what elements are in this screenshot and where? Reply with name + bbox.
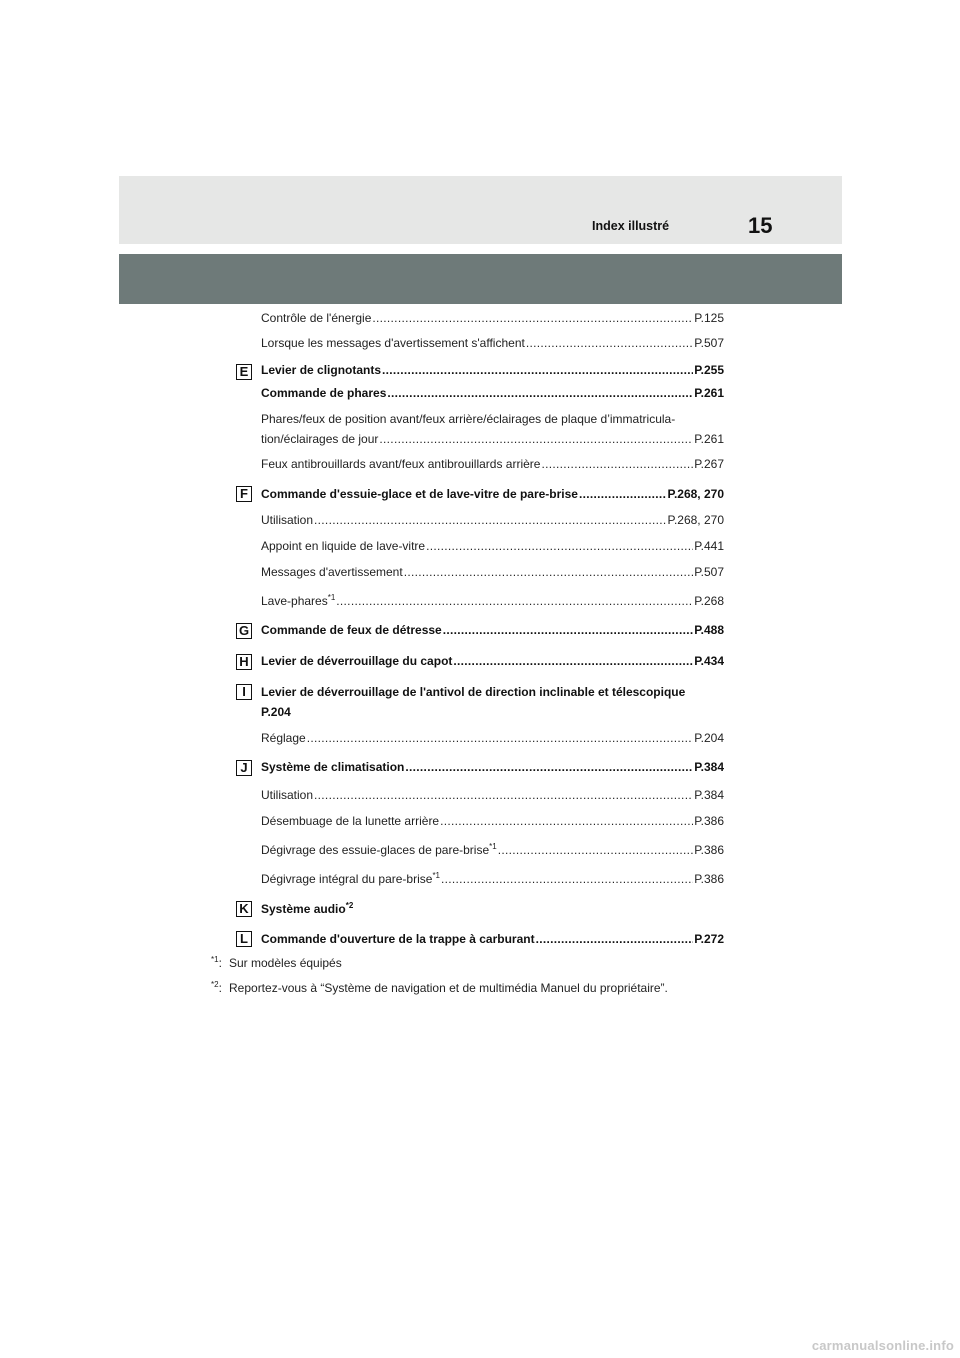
index-entry[interactable]: Dégivrage intégral du pare-brise$^{*1}$ ..... P.386 bbox=[261, 871, 724, 887]
index-entry[interactable]: Utilisation ..... P.384 bbox=[261, 787, 724, 803]
letter-marker: E bbox=[236, 364, 252, 380]
index-entry[interactable]: Système audio$^{*2}$ bbox=[261, 901, 354, 916]
index-entry-line: Phares/feux de position avant/feux arrière/éclairages de plaque d’immatricula- bbox=[261, 412, 676, 426]
letter-marker: F bbox=[236, 486, 252, 502]
page-number: 15 bbox=[748, 213, 773, 238]
index-entry[interactable]: Appoint en liquide de lave-vitre ..... P.441 bbox=[261, 538, 724, 554]
index-entry[interactable]: Système de climatisation ..... P.384 bbox=[261, 759, 724, 775]
index-entry[interactable]: Lave-phares$^{*1}$ ..... P.268 bbox=[261, 593, 724, 609]
index-entry[interactable]: Contrôle de l'énergie ..... P.125 bbox=[261, 310, 724, 326]
letter-marker: L bbox=[236, 931, 252, 947]
index-entry[interactable]: Commande de feux de détresse ..... P.488 bbox=[261, 622, 724, 638]
letter-marker: H bbox=[236, 654, 252, 670]
index-entry[interactable]: Levier de clignotants ..... P.255 bbox=[261, 362, 724, 378]
index-entry[interactable]: Messages d'avertissement ..... P.507 bbox=[261, 564, 724, 580]
footnote: $^{*2}$: Reportez-vous à “Système de navigation et de multimédia Manuel du propriétaire”. bbox=[211, 980, 668, 995]
index-entry[interactable]: Réglage ..... P.204 bbox=[261, 730, 724, 746]
letter-marker: J bbox=[236, 760, 252, 776]
index-entry[interactable]: Désembuage de la lunette arrière ..... P.386 bbox=[261, 813, 724, 829]
header-top-bar bbox=[119, 176, 842, 244]
index-entry[interactable]: tion/éclairages de jour ..... P.261 bbox=[261, 431, 724, 447]
index-entry[interactable]: Lorsque les messages d'avertissement s'affichent ..... P.507 bbox=[261, 335, 724, 351]
letter-marker: G bbox=[236, 623, 252, 639]
index-entry[interactable]: Commande d'ouverture de la trappe à carburant ..... P.272 bbox=[261, 931, 724, 947]
index-entry-line[interactable]: Levier de déverrouillage de l'antivol de direction inclinable et télescopique bbox=[261, 685, 686, 699]
letter-marker: I bbox=[236, 684, 252, 700]
section-title: Index illustré bbox=[592, 219, 670, 233]
footnote: $^{*1}$: Sur modèles équipés bbox=[211, 955, 342, 970]
watermark-text: carmanualsonline.info bbox=[811, 1338, 954, 1353]
index-entry-page: P.204 bbox=[261, 705, 291, 719]
index-entry[interactable]: Commande d'essuie-glace et de lave-vitre de pare-brise ..... P.268, 270 bbox=[261, 486, 724, 502]
header-band bbox=[119, 254, 842, 304]
index-entry[interactable]: Utilisation ..... P.268, 270 bbox=[261, 512, 724, 528]
index-entry[interactable]: Dégivrage des essuie-glaces de pare-brise$^{*1}$ ..... P.386 bbox=[261, 842, 724, 858]
index-entry[interactable]: Feux antibrouillards avant/feux antibrouillards arrière ..... P.267 bbox=[261, 456, 724, 472]
index-entry[interactable]: Commande de phares ..... P.261 bbox=[261, 385, 724, 401]
index-entry[interactable]: Levier de déverrouillage du capot ..... P.434 bbox=[261, 653, 724, 669]
letter-marker: K bbox=[236, 901, 252, 917]
